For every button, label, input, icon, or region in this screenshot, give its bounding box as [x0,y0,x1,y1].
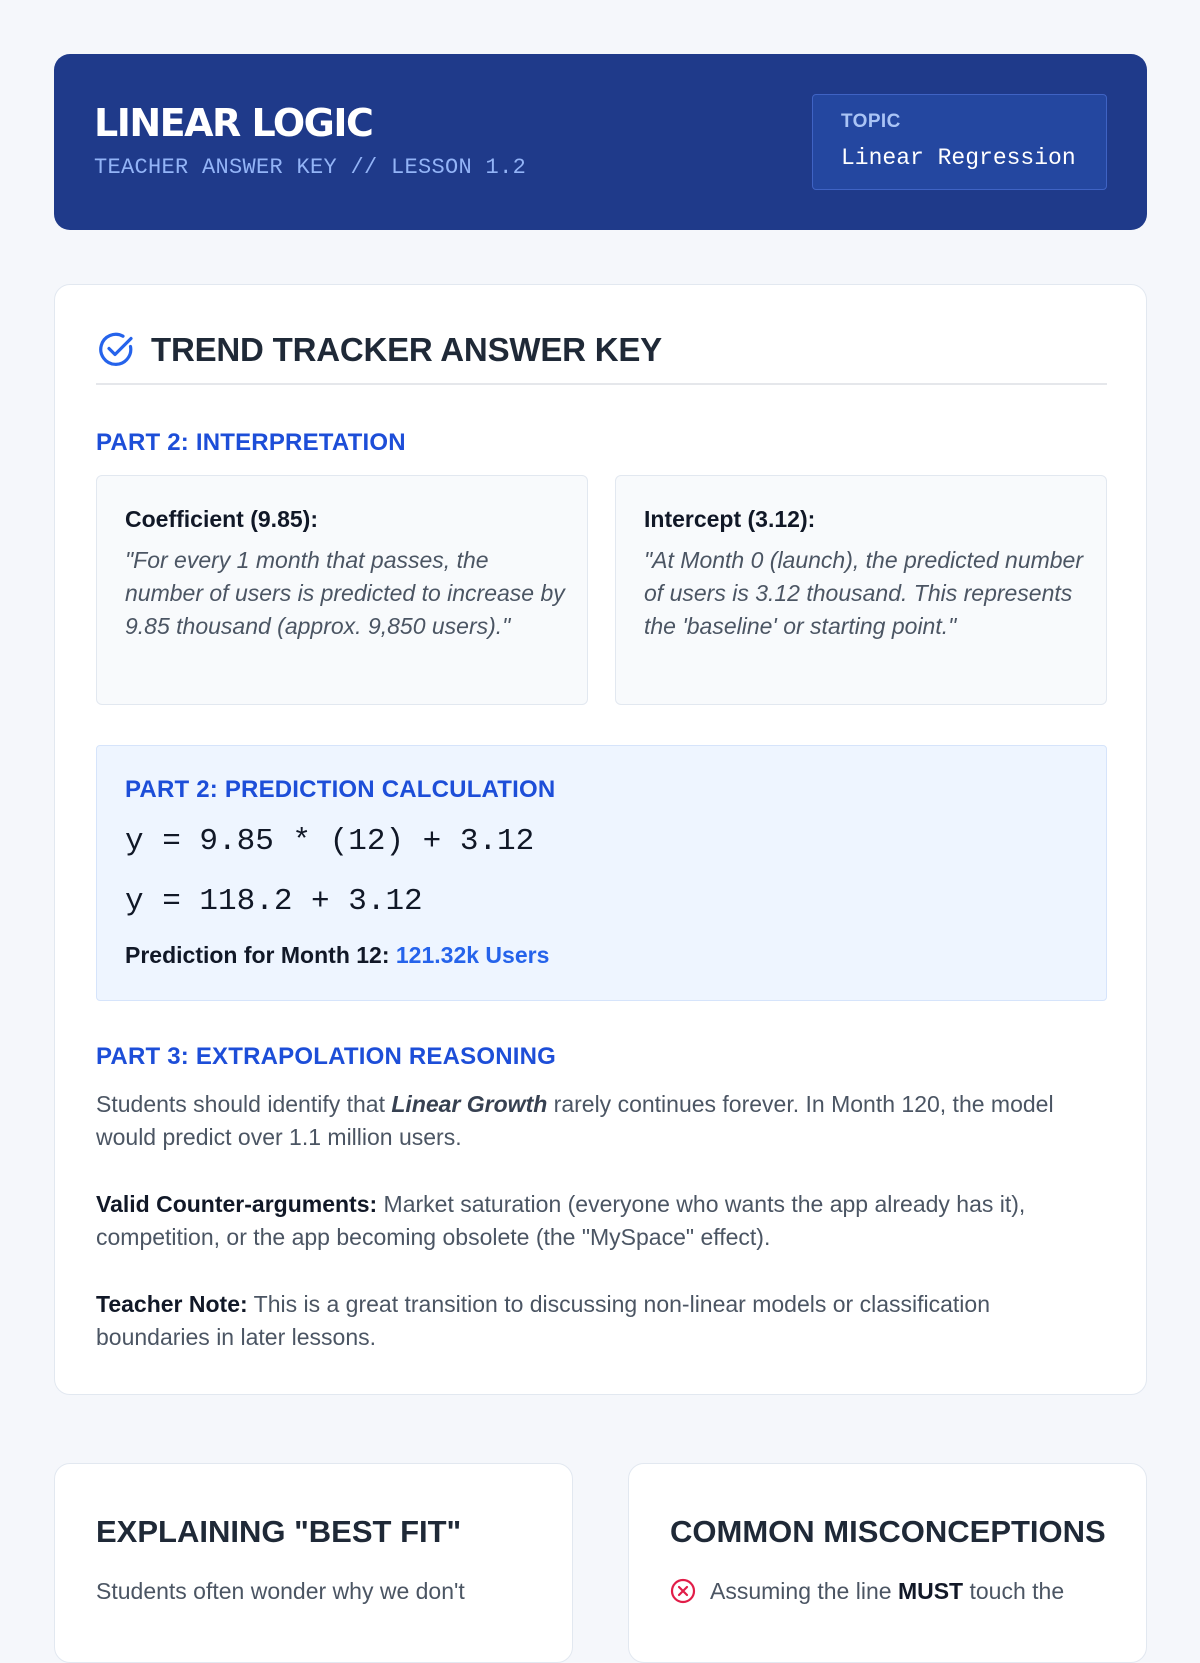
interpretation-heading: PART 2: INTERPRETATION [96,429,406,456]
best-fit-text: Students often wonder why we don't [96,1578,465,1604]
extrapolation-heading: PART 3: EXTRAPOLATION REASONING [96,1043,556,1070]
teacher-note-label: Teacher Note: [96,1291,248,1317]
misconception-emphasis: MUST [897,1578,964,1604]
equation-line-1: y = 9.85 * (12) + 3.12 [125,824,535,859]
misconceptions-title: COMMON MISCONCEPTIONS [670,1514,1106,1549]
answer-key-card [54,284,1147,1395]
card-title: TREND TRACKER ANSWER KEY [151,331,662,368]
coefficient-box [96,475,588,705]
counter-arguments-text: Market saturation (everyone who wants the app already has it), competition, or the app becoming obsolete (the "MySpace" effect). [96,1191,1026,1250]
best-fit-card [54,1463,573,1663]
coefficient-title: Coefficient (9.85): [125,506,318,532]
prediction-value: 121.32k Users [395,942,550,968]
misconception-item [710,1578,1147,1605]
p1-emphasis: Linear Growth [391,1091,548,1117]
topic-label: TOPIC [841,111,901,132]
intercept-title: Intercept (3.12): [644,506,816,532]
p1-pre: Students should identify that [96,1091,392,1117]
extrapolation-paragraph [96,1088,1107,1154]
page-header [54,54,1147,230]
equation-line-2: y = 118.2 + 3.12 [125,884,423,919]
topic-box [812,94,1107,190]
prediction-box [96,745,1107,1001]
page-subtitle: TEACHER ANSWER KEY // LESSON 1.2 [94,155,527,180]
teacher-note-paragraph [96,1288,1107,1354]
best-fit-title: EXPLAINING "BEST FIT" [96,1514,462,1549]
teacher-note-text: This is a great transition to discussing non-linear models or classification boundaries in later lessons. [96,1291,990,1350]
card-title-row [96,329,1107,385]
prediction-heading: PART 2: PREDICTION CALCULATION [125,776,556,803]
misconception-pre: Assuming the line [710,1578,898,1604]
topic-value: Linear Regression [841,145,1076,171]
counter-arguments-label: Valid Counter-arguments: [96,1191,378,1217]
p1-post: rarely continues forever. In Month 120, the model would predict over 1.1 million users. [96,1091,1054,1150]
x-circle-icon [670,1578,696,1604]
misconception-post: touch the [963,1578,1065,1604]
misconceptions-card [628,1463,1147,1663]
coefficient-text: "For every 1 month that passes, the number of users is predicted to increase by 9.85 thousand (approx. 9,850 users)." [125,547,565,639]
prediction-label: Prediction for Month 12: [125,942,390,968]
intercept-text: "At Month 0 (launch), the predicted number of users is 3.12 thousand. This represents the 'baseline' or starting point." [644,547,1084,639]
counter-arguments-paragraph [96,1188,1107,1254]
brand-title: LINEAR LOGIC [94,101,373,145]
check-circle-icon [96,329,136,369]
intercept-box [615,475,1107,705]
prediction-result [125,942,549,969]
